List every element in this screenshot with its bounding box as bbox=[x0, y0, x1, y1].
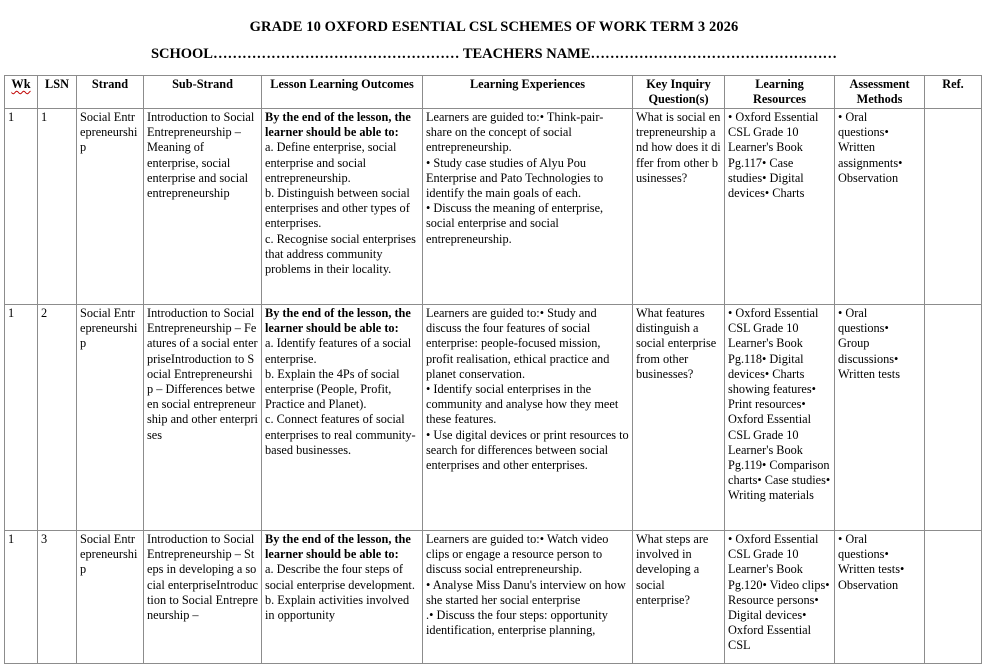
outcomes-lead: By the end of the lesson, the learner should be able to: bbox=[265, 110, 411, 140]
cell-resources: • Oxford Essential CSL Grade 10 Learner's Book Pg.117• Case studies• Digital devices• Charts bbox=[725, 109, 835, 305]
header-inquiry: Key Inquiry Question(s) bbox=[633, 76, 725, 109]
experience-item: Learners are guided to:• Study and discuss the four features of social enterprise: people-focused mission, profit realisation, ethical practice and planet conservation. bbox=[426, 306, 610, 381]
header-strand: Strand bbox=[77, 76, 144, 109]
cell-strand: Social Entrepreneurship bbox=[77, 305, 144, 531]
cell-ref bbox=[925, 531, 982, 664]
outcome-item: b. Explain activities involved in opportunity bbox=[265, 592, 410, 623]
table-row bbox=[5, 531, 982, 664]
document-subtitle: SCHOOL…………………………………………… TEACHERS NAME…………………………………………… bbox=[150, 46, 838, 62]
cell-wk: 1 bbox=[5, 531, 38, 664]
cell-wk: 1 bbox=[5, 305, 38, 531]
cell-ref bbox=[925, 109, 982, 305]
header-wk: Wk bbox=[5, 76, 38, 109]
cell-outcomes bbox=[262, 109, 423, 305]
experience-item: Learners are guided to:• Watch video clips or engage a resource person to discuss social entrepreneurship. bbox=[426, 532, 609, 577]
header-lsn: LSN bbox=[38, 76, 77, 109]
header-assessment: Assessment Methods bbox=[835, 76, 925, 109]
cell-strand: Social Entrepreneurship bbox=[77, 531, 144, 664]
scheme-of-work-table bbox=[4, 75, 982, 664]
cell-ref bbox=[925, 305, 982, 531]
cell-substrand: Introduction to Social Entrepreneurship – Steps in developing a social enterpriseIntroduction to Social Entrepreneurship – bbox=[144, 531, 262, 664]
header-resources: Learning Resources bbox=[725, 76, 835, 109]
cell-outcomes bbox=[262, 531, 423, 664]
cell-assessment: • Oral questions• Written assignments• Observation bbox=[835, 109, 925, 305]
cell-resources: • Oxford Essential CSL Grade 10 Learner's Book Pg.120• Video clips• Resource persons• Digital devices• Oxford Essential CSL bbox=[725, 531, 835, 664]
cell-experiences bbox=[423, 305, 633, 531]
experience-item: • Use digital devices or print resources to search for differences between social enterprises and other enterprises. bbox=[426, 427, 629, 473]
header-outcomes: Lesson Learning Outcomes bbox=[262, 76, 423, 109]
cell-substrand: Introduction to Social Entrepreneurship – Features of a social enterpriseIntroduction to Social Entrepreneurship – Differences between social entrepreneurship and other enterprises bbox=[144, 305, 262, 531]
cell-assessment: • Oral questions• Group discussions• Written tests bbox=[835, 305, 925, 531]
table-header-row bbox=[5, 76, 982, 109]
document-title: GRADE 10 OXFORD ESENTIAL CSL SCHEMES OF WORK TERM 3 2026 bbox=[249, 19, 739, 35]
table-row bbox=[5, 305, 982, 531]
outcomes-lead: By the end of the lesson, the learner should be able to: bbox=[265, 532, 411, 562]
header-experiences: Learning Experiences bbox=[423, 76, 633, 109]
outcomes-lead: By the end of the lesson, the learner should be able to: bbox=[265, 306, 411, 336]
outcome-item: c. Recognise social enterprises that address community problems in their locality. bbox=[265, 231, 416, 277]
experience-item: • Identify social enterprises in the community and analyse how they meet these features. bbox=[426, 382, 619, 427]
cell-wk: 1 bbox=[5, 109, 38, 305]
header-ref: Ref. bbox=[925, 76, 982, 109]
header-substrand: Sub-Strand bbox=[144, 76, 262, 109]
cell-lsn: 3 bbox=[38, 531, 77, 664]
cell-experiences bbox=[423, 531, 633, 664]
cell-experiences bbox=[423, 109, 633, 305]
cell-assessment: • Oral questions• Written tests• Observation bbox=[835, 531, 925, 664]
cell-lsn: 2 bbox=[38, 305, 77, 531]
experience-item: .• Discuss the four steps: opportunity identification, enterprise planning, bbox=[426, 608, 608, 638]
cell-substrand: Introduction to Social Entrepreneurship – Meaning of enterprise, social enterprise and social entrepreneurship bbox=[144, 109, 262, 305]
cell-strand: Social Entrepreneurship bbox=[77, 109, 144, 305]
cell-lsn: 1 bbox=[38, 109, 77, 305]
experience-item: • Discuss the meaning of enterprise, social enterprise and social entrepreneurship. bbox=[426, 201, 604, 246]
outcome-item: a. Identify features of a social enterprise. bbox=[265, 336, 412, 366]
experience-item: Learners are guided to:• Think-pair-share on the concept of social entrepreneurship. bbox=[426, 110, 604, 155]
outcome-item: a. Define enterprise, social enterprise and social entrepreneurship. bbox=[265, 140, 397, 185]
outcome-item: b. Distinguish between social enterprises and other types of enterprises. bbox=[265, 186, 410, 231]
outcome-item: c. Connect features of social enterprises to real community-based businesses. bbox=[265, 412, 416, 457]
experience-item: • Analyse Miss Danu's interview on how she started her social enterprise bbox=[426, 577, 626, 607]
outcome-item: a. Describe the four steps of social enterprise development. bbox=[265, 562, 415, 592]
cell-outcomes bbox=[262, 305, 423, 531]
cell-resources: • Oxford Essential CSL Grade 10 Learner's Book Pg.118• Digital devices• Charts showing features• Print resources• Oxford Essential CSL Grade 10 Learner's Book Pg.119• Comparison charts• Case studies• Writing materials bbox=[725, 305, 835, 531]
cell-inquiry: What features distinguish a social enterprise from other businesses? bbox=[633, 305, 725, 531]
cell-inquiry: What is social entrepreneurship and how does it differ from other businesses? bbox=[633, 109, 725, 305]
experience-item: • Study case studies of Alyu Pou Enterprise and Pato Technologies to identify the main goals of each. bbox=[426, 155, 604, 201]
table-row bbox=[5, 109, 982, 305]
outcome-item: b. Explain the 4Ps of social enterprise (People, Profit, Practice and Planet). bbox=[265, 366, 400, 412]
cell-inquiry: What steps are involved in developing a social enterprise? bbox=[633, 531, 725, 664]
